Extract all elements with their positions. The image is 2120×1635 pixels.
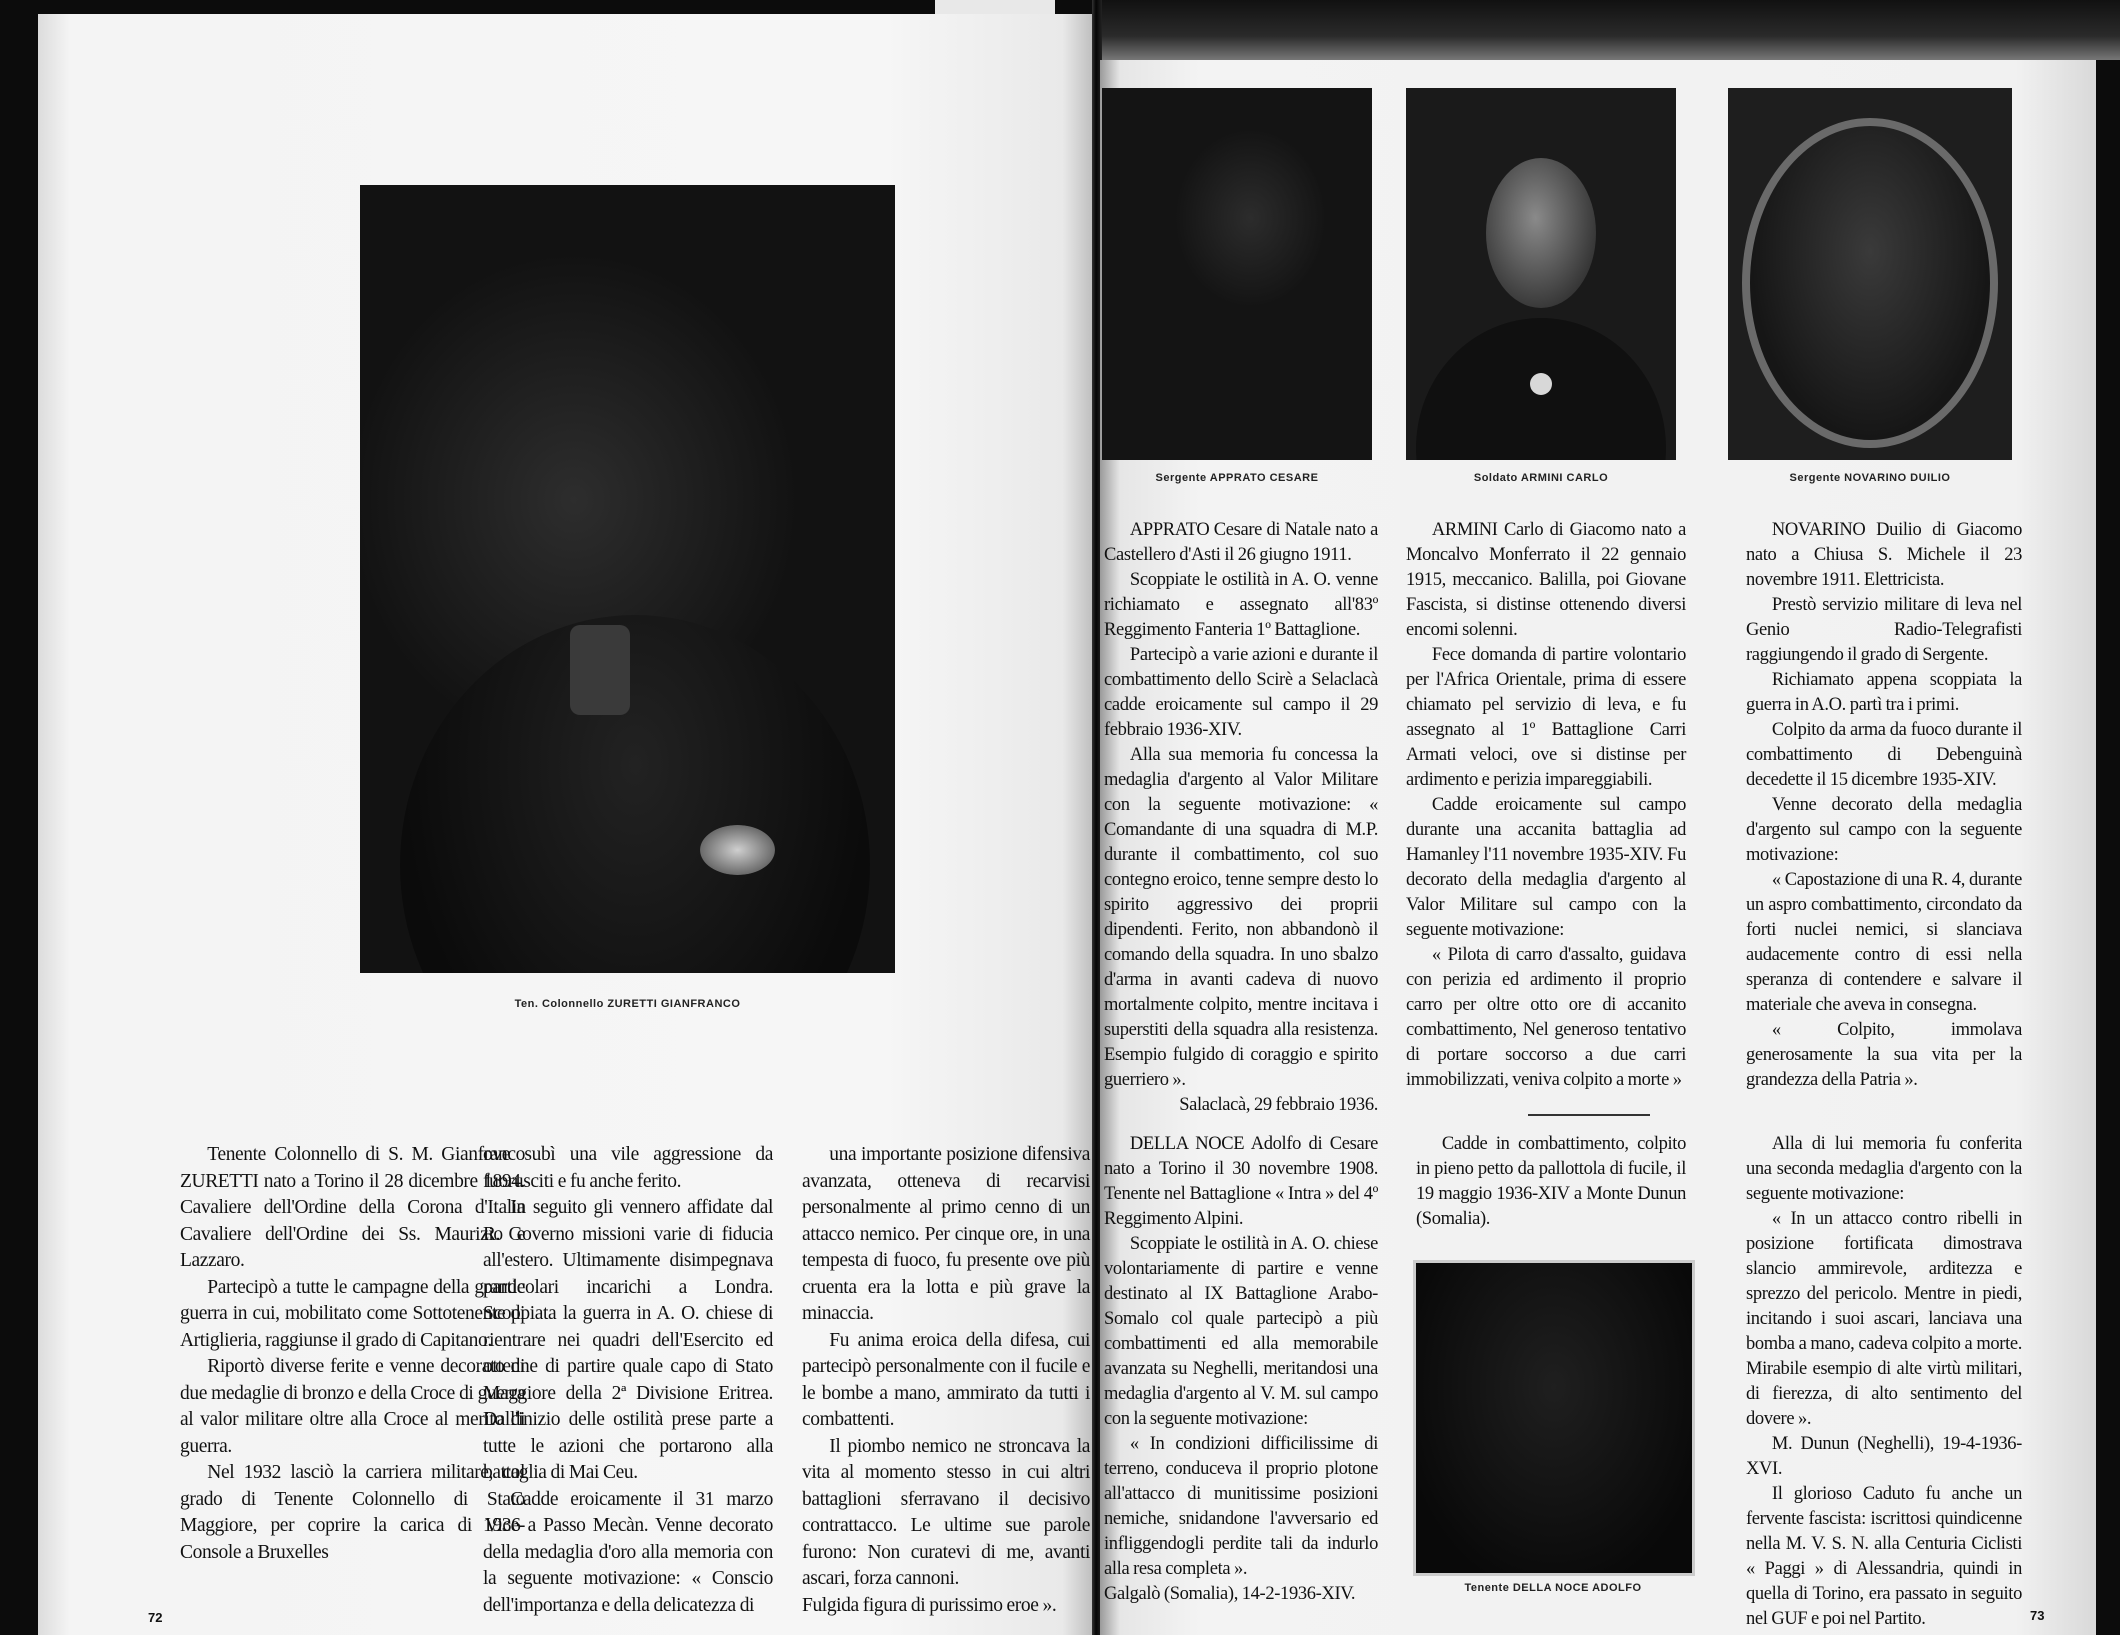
paragraph: Prestò servizio militare di leva nel Genio Radio-Telegrafisti raggiungendo il grado di Sergente. — [1746, 595, 2022, 665]
paragraph: Scoppiate le ostilità in A. O. chiese volontariamente di partire e venne destinato al IX Battaglione Arabo-Somalo col quale partecipò a più combattimenti ed alla memorabile avanzata su Neghelli, meritandosi una medaglia d'argento al V. M. sul campo con la seguente motivazione: — [1104, 1234, 1378, 1429]
portrait-hand — [700, 825, 775, 875]
paragraph: Alla sua memoria fu concessa la medaglia d'argento al Valor Militare con la seguente motivazione: « Comandante di una squadra di M.P. durante il combattimento, col suo contegno eroico, tenne sempre desto lo spirito aggressivo dei proprii dipendenti. Ferito, non abbandonò il comando della squadra. In uno sbalzo d'arma in avanti cadeva di nuovo mortalmente colpito, mentre incitava i superstiti della squadra alla resistenza. Esempio fulgido di coraggio e spirito guerriero ». — [1104, 745, 1378, 1090]
photo-caption: Soldato ARMINI CARLO — [1473, 472, 1609, 484]
paragraph: DELLA NOCE Adolfo di Cesare nato a Torino il 30 novembre 1908. Tenente nel Battaglione « Intra » del 4º Reggimento Alpini. — [1104, 1134, 1378, 1229]
portrait-photo-apprato — [1102, 88, 1372, 460]
paragraph: Riportò diverse ferite e venne decorato di due medaglie di bronzo e della Croce di guerra al valor militare oltre alla Croce al merito di guerra. — [180, 1356, 525, 1457]
portrait-face — [1486, 158, 1596, 308]
paragraph: Tenente Colonnello di S. M. Gianfranco ZURETTI nato a Torino il 28 dicembre 1894. Cavaliere dell'Ordine della Corona d'Italia Cavaliere dell'Ordine dei Ss. Maurizio e Lazzaro. — [180, 1144, 525, 1271]
scan-top-edge — [1100, 0, 2120, 60]
portrait-photo-della-noce — [1413, 1260, 1695, 1576]
text-column-armini — [1406, 518, 1686, 1093]
paragraph: Partecipò a varie azioni e durante il combattimento dello Scirè a Selaclacà cadde eroicamente sul campo il 29 febbraio 1936-XIV. — [1104, 645, 1378, 740]
photo-caption: Ten. Colonnello ZURETTI GIANFRANCO — [514, 998, 741, 1010]
paragraph: ARMINI Carlo di Giacomo nato a Moncalvo Monferrato il 22 gennaio 1915, meccanico. Balilla, poi Giovane Fascista, si distinse ottenendo diversi encomi solenni. — [1406, 520, 1686, 640]
paragraph: « Pilota di carro d'assalto, guidava con perizia ed ardimento il proprio carro per oltre otto ore di accanito combattimento, Nel generoso tentativo di portare soccorso a due carri immobilizzati, veniva colpito a morte » — [1406, 945, 1686, 1090]
text-column-della-noce-death — [1416, 1132, 1686, 1232]
text-column-apprato — [1104, 518, 1378, 1118]
paragraph: Fulgida figura di purissimo eroe ». — [802, 1594, 1057, 1616]
photo-caption: Sergente APPRATO CESARE — [1155, 472, 1319, 484]
text-column-1 — [180, 1142, 525, 1566]
paragraph: Nel 1932 lasciò la carriera militare, col grado di Tenente Colonnello di Stato Maggiore, per coprire la carica di Vice-Console a Bruxelles — [180, 1462, 525, 1563]
paragraph: In seguito gli vennero affidate dal R. Governo missioni varie di fiducia all'estero. Ultimamente disimpegnava particolari incarichi a Londra. Scoppiata la guerra in A. O. chiese di rientrare nei quadri dell'Esercito ed ottenne di partire quale capo di Stato Maggiore della 2ª Divisione Eritrea. Dall'inizio delle ostilità prese parte a tutte le azioni che portarono alla battaglia di Mai Ceu. — [483, 1197, 773, 1483]
text-column-della-noce — [1104, 1132, 1378, 1607]
paragraph: Scoppiate le ostilità in A. O. venne richiamato e assegnato all'83º Reggimento Fanteria 1º Battaglione. — [1104, 570, 1378, 640]
paragraph: Partecipò a tutte le campagne della grande guerra in cui, mobilitato come Sottotenente di Artiglieria, raggiunse il grado di Capitano. — [180, 1276, 525, 1351]
paragraph: Il glorioso Caduto fu anche un fervente fascista: iscrittosi quindicenne nella M. V. S. N. alla Centuria Ciclisti « Paggi » di Alessandria, quindi in quella di Torino, era passato in seguito nel GUF e poi nel Partito. — [1746, 1484, 2022, 1629]
page-number: 73 — [2030, 1608, 2045, 1623]
paragraph: ove subì una vile aggressione da fuorusciti e fu anche ferito. — [483, 1144, 773, 1192]
paragraph: « Capostazione di una R. 4, durante un aspro combattimento, circondato da forti nuclei nemici, si slanciava audacemente contro di essi nella speranza di contendere e salvare il materiale che aveva in consegna. — [1746, 870, 2022, 1015]
paragraph: Cadde eroicamente sul campo durante una accanita battaglia ad Hamanley l'11 novembre 1935-XIV. Fu decorato della medaglia d'argento al Valor Militare sul campo con la seguente motivazione: — [1406, 795, 1686, 940]
right-page — [1100, 60, 2096, 1635]
photo-caption: Sergente NOVARINO DUILIO — [1789, 472, 1951, 484]
photo-caption: Tenente DELLA NOCE ADOLFO — [1464, 1582, 1642, 1594]
paragraph: « Colpito, immolava generosamente la sua vita per la grandezza della Patria ». — [1746, 1020, 2022, 1090]
portrait-collar — [570, 625, 630, 715]
portrait-photo-zuretti — [360, 185, 895, 973]
text-column-3 — [802, 1142, 1090, 1619]
paragraph: Fu anima eroica della difesa, cui partecipò personalmente con il fucile e le bombe a mano, ammirato da tutti i combattenti. — [802, 1329, 1090, 1430]
left-page — [38, 14, 1094, 1635]
paragraph: Alla di lui memoria fu conferita una seconda medaglia d'argento con la seguente motivazione: — [1746, 1134, 2022, 1204]
paragraph: NOVARINO Duilio di Giacomo nato a Chiusa S. Michele il 23 novembre 1911. Elettricista. — [1746, 520, 2022, 590]
text-column-2 — [483, 1142, 773, 1619]
page-number: 72 — [148, 1610, 163, 1625]
paragraph: Colpito da arma da fuoco durante il combattimento di Debenguinà decedette il 15 dicembre 1935-XIV. — [1746, 720, 2022, 790]
paragraph: Venne decorato della medaglia d'argento sul campo con la seguente motivazione: — [1746, 795, 2022, 865]
text-column-novarino — [1746, 518, 2022, 1093]
paragraph: « In condizioni difficilissime di terreno, conduceva il proprio plotone all'attacco di munitissime posizioni nemiche, snidandone l'avversario ed infliggendogli perdite tali da indurlo alla resa completa ». — [1104, 1434, 1378, 1579]
paragraph: Richiamato appena scoppiata la guerra in A.O. partì tra i primi. — [1746, 670, 2022, 715]
section-divider — [1528, 1114, 1650, 1116]
paragraph: Il piombo nemico ne stroncava la vita al momento stesso in cui altri battaglioni sferravano il decisivo contrattacco. Le ultime sue parole furono: Non curatevi di me, avanti ascari, forza cannoni. — [802, 1435, 1090, 1589]
paragraph: Fece domanda di partire volontario per l'Africa Orientale, prima di essere chiamato pel servizio di leva, e fu assegnato al 1º Battaglione Carri Armati veloci, ove si distinse per ardimento e perizia impareggiabili. — [1406, 645, 1686, 790]
paragraph: Salaclacà, 29 febbraio 1936. — [1179, 1095, 1378, 1115]
paragraph: Cadde in combattimento, colpito in pieno petto da pallottola di fucile, il 19 maggio 1936-XIV a Monte Dunun (Somalia). — [1416, 1134, 1686, 1229]
paragraph: APPRATO Cesare di Natale nato a Castellero d'Asti il 26 giugno 1911. — [1104, 520, 1378, 565]
portrait-photo-novarino — [1728, 88, 2012, 460]
text-column-della-noce-memory — [1746, 1132, 2022, 1632]
paragraph: « In un attacco contro ribelli in posizione fortificata dimostrava slancio ammirevole, arditezza e sprezzo del pericolo. Mentre in piedi, incitando i suoi ascari, lanciava una bomba a mano, cadeva colpito a morte. Mirabile esempio di alte virtù militari, di fierezza, di alto sentimento del dovere ». — [1746, 1209, 2022, 1429]
paragraph: Galgalò (Somalia), 14-2-1936-XIV. — [1104, 1584, 1356, 1604]
paragraph: Cadde eroicamente il 31 marzo 1936 a Passo Mecàn. Venne decorato della medaglia d'oro alla memoria con la seguente motivazione: « Conscio dell'importanza e della delicatezza di — [483, 1488, 773, 1616]
portrait-oval-frame — [1742, 118, 1998, 448]
portrait-shoulders — [400, 615, 870, 973]
portrait-tie-knot — [1530, 373, 1552, 395]
paragraph: una importante posizione difensiva avanzata, otteneva di recarvisi personalmente al primo cenno di un attacco nemico. Per cinque ore, in una tempesta di fuoco, fu presente ove più cruenta era la lotta e più grave la minaccia. — [802, 1144, 1090, 1324]
paragraph: M. Dunun (Neghelli), 19-4-1936-XVI. — [1746, 1434, 2022, 1479]
scan-notch — [935, 0, 1055, 14]
portrait-photo-armini — [1406, 88, 1676, 460]
